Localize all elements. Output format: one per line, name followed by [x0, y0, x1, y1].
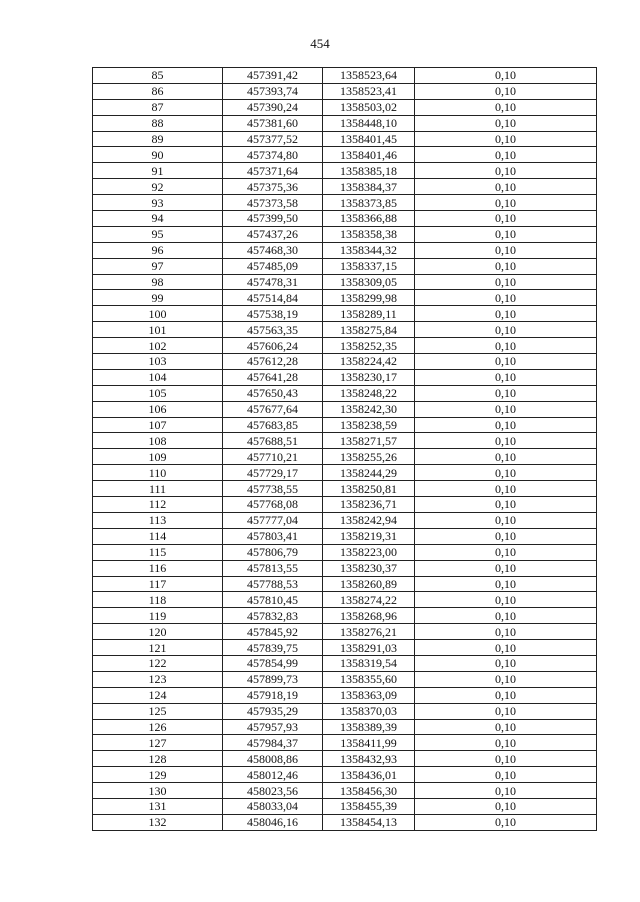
y-coordinate-cell: 1358503,02: [323, 99, 415, 115]
y-coordinate-cell: 1358456,30: [323, 783, 415, 799]
x-coordinate-cell: 457612,28: [223, 354, 323, 370]
accuracy-cell: 0,10: [415, 354, 597, 370]
table-row: [93, 211, 597, 227]
table-row: [93, 179, 597, 195]
coordinates-table-body: [93, 68, 597, 831]
point-number-cell: 131: [93, 798, 223, 814]
x-coordinate-cell: 457393,74: [223, 83, 323, 99]
x-coordinate-cell: 457729,17: [223, 465, 323, 481]
point-number-cell: 89: [93, 131, 223, 147]
table-row: [93, 576, 597, 592]
point-number-cell: 103: [93, 354, 223, 370]
accuracy-cell: 0,10: [415, 624, 597, 640]
table-row: [93, 322, 597, 338]
point-number-cell: 104: [93, 369, 223, 385]
point-number-cell: 108: [93, 433, 223, 449]
table-row: [93, 735, 597, 751]
table-row: [93, 369, 597, 385]
y-coordinate-cell: 1358242,30: [323, 401, 415, 417]
x-coordinate-cell: 457839,75: [223, 640, 323, 656]
coordinates-table: [92, 67, 597, 831]
x-coordinate-cell: 458012,46: [223, 767, 323, 783]
accuracy-cell: 0,10: [415, 719, 597, 735]
point-number-cell: 86: [93, 83, 223, 99]
point-number-cell: 122: [93, 655, 223, 671]
accuracy-cell: 0,10: [415, 576, 597, 592]
point-number-cell: 100: [93, 306, 223, 322]
table-row: [93, 83, 597, 99]
x-coordinate-cell: 457641,28: [223, 369, 323, 385]
y-coordinate-cell: 1358252,35: [323, 338, 415, 354]
y-coordinate-cell: 1358223,00: [323, 544, 415, 560]
table-row: [93, 417, 597, 433]
x-coordinate-cell: 457768,08: [223, 497, 323, 513]
x-coordinate-cell: 458033,04: [223, 798, 323, 814]
point-number-cell: 121: [93, 640, 223, 656]
point-number-cell: 102: [93, 338, 223, 354]
x-coordinate-cell: 457803,41: [223, 528, 323, 544]
table-row: [93, 544, 597, 560]
point-number-cell: 107: [93, 417, 223, 433]
table-row: [93, 687, 597, 703]
table-row: [93, 512, 597, 528]
point-number-cell: 126: [93, 719, 223, 735]
point-number-cell: 128: [93, 751, 223, 767]
point-number-cell: 127: [93, 735, 223, 751]
y-coordinate-cell: 1358274,22: [323, 592, 415, 608]
x-coordinate-cell: 457514,84: [223, 290, 323, 306]
point-number-cell: 111: [93, 481, 223, 497]
point-number-cell: 113: [93, 512, 223, 528]
accuracy-cell: 0,10: [415, 687, 597, 703]
table-row: [93, 163, 597, 179]
table-row: [93, 465, 597, 481]
table-row: [93, 195, 597, 211]
table-row: [93, 354, 597, 370]
accuracy-cell: 0,10: [415, 99, 597, 115]
point-number-cell: 90: [93, 147, 223, 163]
point-number-cell: 98: [93, 274, 223, 290]
accuracy-cell: 0,10: [415, 814, 597, 830]
x-coordinate-cell: 457935,29: [223, 703, 323, 719]
accuracy-cell: 0,10: [415, 481, 597, 497]
accuracy-cell: 0,10: [415, 703, 597, 719]
accuracy-cell: 0,10: [415, 83, 597, 99]
table-row: [93, 242, 597, 258]
y-coordinate-cell: 1358238,59: [323, 417, 415, 433]
point-number-cell: 97: [93, 258, 223, 274]
x-coordinate-cell: 457381,60: [223, 115, 323, 131]
table-row: [93, 497, 597, 513]
accuracy-cell: 0,10: [415, 258, 597, 274]
accuracy-cell: 0,10: [415, 306, 597, 322]
point-number-cell: 109: [93, 449, 223, 465]
x-coordinate-cell: 457538,19: [223, 306, 323, 322]
y-coordinate-cell: 1358358,38: [323, 226, 415, 242]
y-coordinate-cell: 1358385,18: [323, 163, 415, 179]
point-number-cell: 132: [93, 814, 223, 830]
point-number-cell: 105: [93, 385, 223, 401]
y-coordinate-cell: 1358275,84: [323, 322, 415, 338]
table-row: [93, 290, 597, 306]
x-coordinate-cell: 457391,42: [223, 68, 323, 84]
table-row: [93, 226, 597, 242]
accuracy-cell: 0,10: [415, 767, 597, 783]
x-coordinate-cell: 457374,80: [223, 147, 323, 163]
accuracy-cell: 0,10: [415, 592, 597, 608]
point-number-cell: 124: [93, 687, 223, 703]
x-coordinate-cell: 457813,55: [223, 560, 323, 576]
x-coordinate-cell: 457810,45: [223, 592, 323, 608]
x-coordinate-cell: 457683,85: [223, 417, 323, 433]
x-coordinate-cell: 457806,79: [223, 544, 323, 560]
x-coordinate-cell: 457899,73: [223, 671, 323, 687]
table-row: [93, 719, 597, 735]
table-row: [93, 671, 597, 687]
x-coordinate-cell: 457468,30: [223, 242, 323, 258]
y-coordinate-cell: 1358299,98: [323, 290, 415, 306]
x-coordinate-cell: 458008,86: [223, 751, 323, 767]
table-row: [93, 783, 597, 799]
point-number-cell: 123: [93, 671, 223, 687]
point-number-cell: 95: [93, 226, 223, 242]
accuracy-cell: 0,10: [415, 528, 597, 544]
point-number-cell: 87: [93, 99, 223, 115]
x-coordinate-cell: 458023,56: [223, 783, 323, 799]
accuracy-cell: 0,10: [415, 671, 597, 687]
point-number-cell: 94: [93, 211, 223, 227]
y-coordinate-cell: 1358373,85: [323, 195, 415, 211]
accuracy-cell: 0,10: [415, 655, 597, 671]
accuracy-cell: 0,10: [415, 640, 597, 656]
y-coordinate-cell: 1358370,03: [323, 703, 415, 719]
y-coordinate-cell: 1358344,32: [323, 242, 415, 258]
accuracy-cell: 0,10: [415, 290, 597, 306]
y-coordinate-cell: 1358230,17: [323, 369, 415, 385]
point-number-cell: 130: [93, 783, 223, 799]
accuracy-cell: 0,10: [415, 242, 597, 258]
y-coordinate-cell: 1358309,05: [323, 274, 415, 290]
y-coordinate-cell: 1358384,37: [323, 179, 415, 195]
accuracy-cell: 0,10: [415, 195, 597, 211]
table-row: [93, 99, 597, 115]
accuracy-cell: 0,10: [415, 544, 597, 560]
x-coordinate-cell: 457845,92: [223, 624, 323, 640]
y-coordinate-cell: 1358319,54: [323, 655, 415, 671]
accuracy-cell: 0,10: [415, 751, 597, 767]
y-coordinate-cell: 1358236,71: [323, 497, 415, 513]
y-coordinate-cell: 1358436,01: [323, 767, 415, 783]
x-coordinate-cell: 457984,37: [223, 735, 323, 751]
table-row: [93, 655, 597, 671]
x-coordinate-cell: 457738,55: [223, 481, 323, 497]
x-coordinate-cell: 457485,09: [223, 258, 323, 274]
table-row: [93, 385, 597, 401]
table-row: [93, 814, 597, 830]
table-row: [93, 528, 597, 544]
point-number-cell: 99: [93, 290, 223, 306]
y-coordinate-cell: 1358219,31: [323, 528, 415, 544]
y-coordinate-cell: 1358255,26: [323, 449, 415, 465]
accuracy-cell: 0,10: [415, 68, 597, 84]
point-number-cell: 85: [93, 68, 223, 84]
table-row: [93, 560, 597, 576]
point-number-cell: 92: [93, 179, 223, 195]
x-coordinate-cell: 457606,24: [223, 338, 323, 354]
accuracy-cell: 0,10: [415, 226, 597, 242]
table-row: [93, 115, 597, 131]
x-coordinate-cell: 457710,21: [223, 449, 323, 465]
point-number-cell: 110: [93, 465, 223, 481]
table-row: [93, 449, 597, 465]
y-coordinate-cell: 1358276,21: [323, 624, 415, 640]
y-coordinate-cell: 1358454,13: [323, 814, 415, 830]
point-number-cell: 114: [93, 528, 223, 544]
accuracy-cell: 0,10: [415, 417, 597, 433]
y-coordinate-cell: 1358389,39: [323, 719, 415, 735]
point-number-cell: 116: [93, 560, 223, 576]
accuracy-cell: 0,10: [415, 179, 597, 195]
accuracy-cell: 0,10: [415, 163, 597, 179]
point-number-cell: 112: [93, 497, 223, 513]
point-number-cell: 115: [93, 544, 223, 560]
y-coordinate-cell: 1358448,10: [323, 115, 415, 131]
accuracy-cell: 0,10: [415, 147, 597, 163]
x-coordinate-cell: 457563,35: [223, 322, 323, 338]
y-coordinate-cell: 1358363,09: [323, 687, 415, 703]
table-row: [93, 703, 597, 719]
accuracy-cell: 0,10: [415, 369, 597, 385]
x-coordinate-cell: 457371,64: [223, 163, 323, 179]
table-row: [93, 306, 597, 322]
table-row: [93, 68, 597, 84]
y-coordinate-cell: 1358337,15: [323, 258, 415, 274]
y-coordinate-cell: 1358432,93: [323, 751, 415, 767]
table-row: [93, 592, 597, 608]
y-coordinate-cell: 1358291,03: [323, 640, 415, 656]
table-row: [93, 147, 597, 163]
y-coordinate-cell: 1358411,99: [323, 735, 415, 751]
accuracy-cell: 0,10: [415, 798, 597, 814]
y-coordinate-cell: 1358355,60: [323, 671, 415, 687]
y-coordinate-cell: 1358224,42: [323, 354, 415, 370]
accuracy-cell: 0,10: [415, 735, 597, 751]
table-row: [93, 258, 597, 274]
point-number-cell: 88: [93, 115, 223, 131]
y-coordinate-cell: 1358455,39: [323, 798, 415, 814]
table-row: [93, 798, 597, 814]
accuracy-cell: 0,10: [415, 608, 597, 624]
table-row: [93, 338, 597, 354]
table-row: [93, 131, 597, 147]
x-coordinate-cell: 457957,93: [223, 719, 323, 735]
accuracy-cell: 0,10: [415, 131, 597, 147]
point-number-cell: 117: [93, 576, 223, 592]
point-number-cell: 118: [93, 592, 223, 608]
table-row: [93, 640, 597, 656]
x-coordinate-cell: 457373,58: [223, 195, 323, 211]
point-number-cell: 129: [93, 767, 223, 783]
accuracy-cell: 0,10: [415, 783, 597, 799]
point-number-cell: 120: [93, 624, 223, 640]
point-number-cell: 119: [93, 608, 223, 624]
point-number-cell: 93: [93, 195, 223, 211]
table-row: [93, 401, 597, 417]
x-coordinate-cell: 457390,24: [223, 99, 323, 115]
x-coordinate-cell: 457377,52: [223, 131, 323, 147]
x-coordinate-cell: 457788,53: [223, 576, 323, 592]
y-coordinate-cell: 1358366,88: [323, 211, 415, 227]
y-coordinate-cell: 1358289,11: [323, 306, 415, 322]
accuracy-cell: 0,10: [415, 497, 597, 513]
x-coordinate-cell: 458046,16: [223, 814, 323, 830]
point-number-cell: 91: [93, 163, 223, 179]
point-number-cell: 106: [93, 401, 223, 417]
accuracy-cell: 0,10: [415, 512, 597, 528]
x-coordinate-cell: 457777,04: [223, 512, 323, 528]
accuracy-cell: 0,10: [415, 401, 597, 417]
accuracy-cell: 0,10: [415, 274, 597, 290]
y-coordinate-cell: 1358401,45: [323, 131, 415, 147]
table-row: [93, 751, 597, 767]
table-row: [93, 767, 597, 783]
x-coordinate-cell: 457375,36: [223, 179, 323, 195]
accuracy-cell: 0,10: [415, 338, 597, 354]
accuracy-cell: 0,10: [415, 560, 597, 576]
accuracy-cell: 0,10: [415, 211, 597, 227]
table-row: [93, 433, 597, 449]
y-coordinate-cell: 1358523,41: [323, 83, 415, 99]
y-coordinate-cell: 1358523,64: [323, 68, 415, 84]
x-coordinate-cell: 457677,64: [223, 401, 323, 417]
accuracy-cell: 0,10: [415, 115, 597, 131]
page-number: 454: [310, 36, 330, 51]
y-coordinate-cell: 1358401,46: [323, 147, 415, 163]
point-number-cell: 96: [93, 242, 223, 258]
accuracy-cell: 0,10: [415, 449, 597, 465]
x-coordinate-cell: 457437,26: [223, 226, 323, 242]
y-coordinate-cell: 1358268,96: [323, 608, 415, 624]
accuracy-cell: 0,10: [415, 322, 597, 338]
y-coordinate-cell: 1358250,81: [323, 481, 415, 497]
table-row: [93, 274, 597, 290]
x-coordinate-cell: 457650,43: [223, 385, 323, 401]
accuracy-cell: 0,10: [415, 433, 597, 449]
x-coordinate-cell: 457832,83: [223, 608, 323, 624]
y-coordinate-cell: 1358230,37: [323, 560, 415, 576]
table-row: [93, 608, 597, 624]
y-coordinate-cell: 1358248,22: [323, 385, 415, 401]
y-coordinate-cell: 1358244,29: [323, 465, 415, 481]
y-coordinate-cell: 1358260,89: [323, 576, 415, 592]
y-coordinate-cell: 1358242,94: [323, 512, 415, 528]
x-coordinate-cell: 457688,51: [223, 433, 323, 449]
table-row: [93, 624, 597, 640]
x-coordinate-cell: 457478,31: [223, 274, 323, 290]
x-coordinate-cell: 457854,99: [223, 655, 323, 671]
accuracy-cell: 0,10: [415, 465, 597, 481]
point-number-cell: 125: [93, 703, 223, 719]
table-row: [93, 481, 597, 497]
x-coordinate-cell: 457918,19: [223, 687, 323, 703]
x-coordinate-cell: 457399,50: [223, 211, 323, 227]
point-number-cell: 101: [93, 322, 223, 338]
accuracy-cell: 0,10: [415, 385, 597, 401]
y-coordinate-cell: 1358271,57: [323, 433, 415, 449]
